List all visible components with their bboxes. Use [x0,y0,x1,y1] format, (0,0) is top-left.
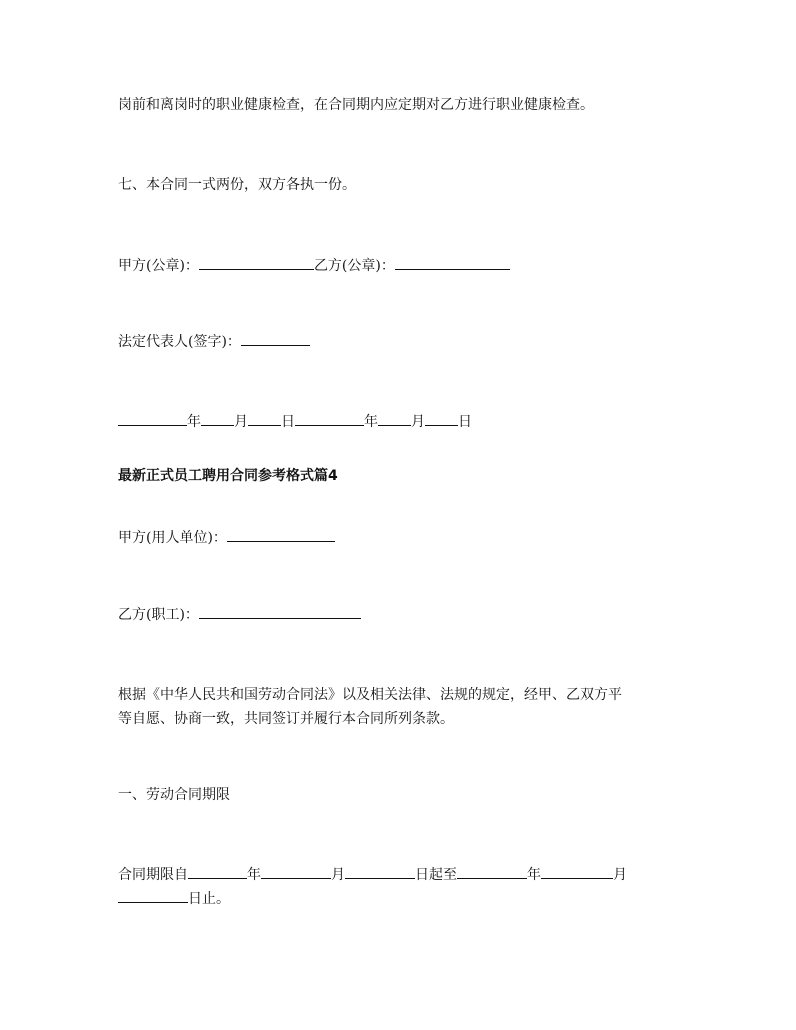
date-a-day-label: 日 [281,414,295,430]
party-a-seal-blank[interactable] [199,256,314,270]
date-b-year-label: 年 [364,414,378,430]
term-start-month-blank[interactable] [261,865,331,879]
term-end-month-label: 月 [613,867,627,883]
legal-rep-signature-blank[interactable] [241,332,310,346]
date-b-month-blank[interactable] [378,412,411,426]
term-start-suffix: 日起至 [415,867,457,883]
employee-label: 乙方(职工)： [118,607,199,623]
employee-line [118,605,361,624]
legal-representative-line [118,332,310,351]
term-heading: 一、劳动合同期限 [118,787,230,803]
term-line-2 [118,889,230,908]
paragraph-health-check: 岗前和离岗时的职业健康检查，在合同期内应定期对乙方进行职业健康检查。 [118,97,594,113]
date-a-month-label: 月 [234,414,248,430]
term-start-day-blank[interactable] [345,865,415,879]
legal-rep-label: 法定代表人(签字)： [118,334,241,350]
date-a-month-blank[interactable] [201,412,234,426]
term-end-day-blank[interactable] [118,889,188,903]
date-a-year-label: 年 [187,414,201,430]
term-end-year-blank[interactable] [457,865,527,879]
employer-label: 甲方(用人单位)： [118,530,227,546]
employer-line [118,528,335,547]
signature-dates-line [118,412,472,431]
term-start-year-label: 年 [247,867,261,883]
term-start-prefix: 合同期限自 [118,867,188,883]
party-b-seal-blank[interactable] [395,256,510,270]
party-b-seal-label: 乙方(公章)： [313,258,395,274]
date-b-day-label: 日 [458,414,472,430]
term-start-year-blank[interactable] [188,865,247,879]
date-b-month-label: 月 [411,414,425,430]
paragraph-basis-line-2: 等自愿、协商一致，共同签订并履行本合同所列条款。 [118,711,454,727]
date-a-day-blank[interactable] [248,412,281,426]
section-title: 最新正式员工聘用合同参考格式篇4 [118,468,338,484]
term-end-month-blank[interactable] [541,865,613,879]
term-start-month-label: 月 [331,867,345,883]
employee-blank[interactable] [199,605,361,619]
paragraph-basis-line-1: 根据《中华人民共和国劳动合同法》以及相关法律、法规的规定，经甲、乙双方平 [118,687,622,703]
date-b-day-blank[interactable] [425,412,458,426]
paragraph-copies: 七、本合同一式两份，双方各执一份。 [118,177,356,193]
date-b-year-blank[interactable] [295,412,364,426]
term-end-suffix: 日止。 [188,891,230,907]
date-a-year-blank[interactable] [118,412,187,426]
term-line-1 [118,865,627,884]
signature-line-parties [118,256,510,275]
term-end-year-label: 年 [527,867,541,883]
employer-blank[interactable] [227,528,335,542]
party-a-seal-label: 甲方(公章)： [118,258,199,274]
